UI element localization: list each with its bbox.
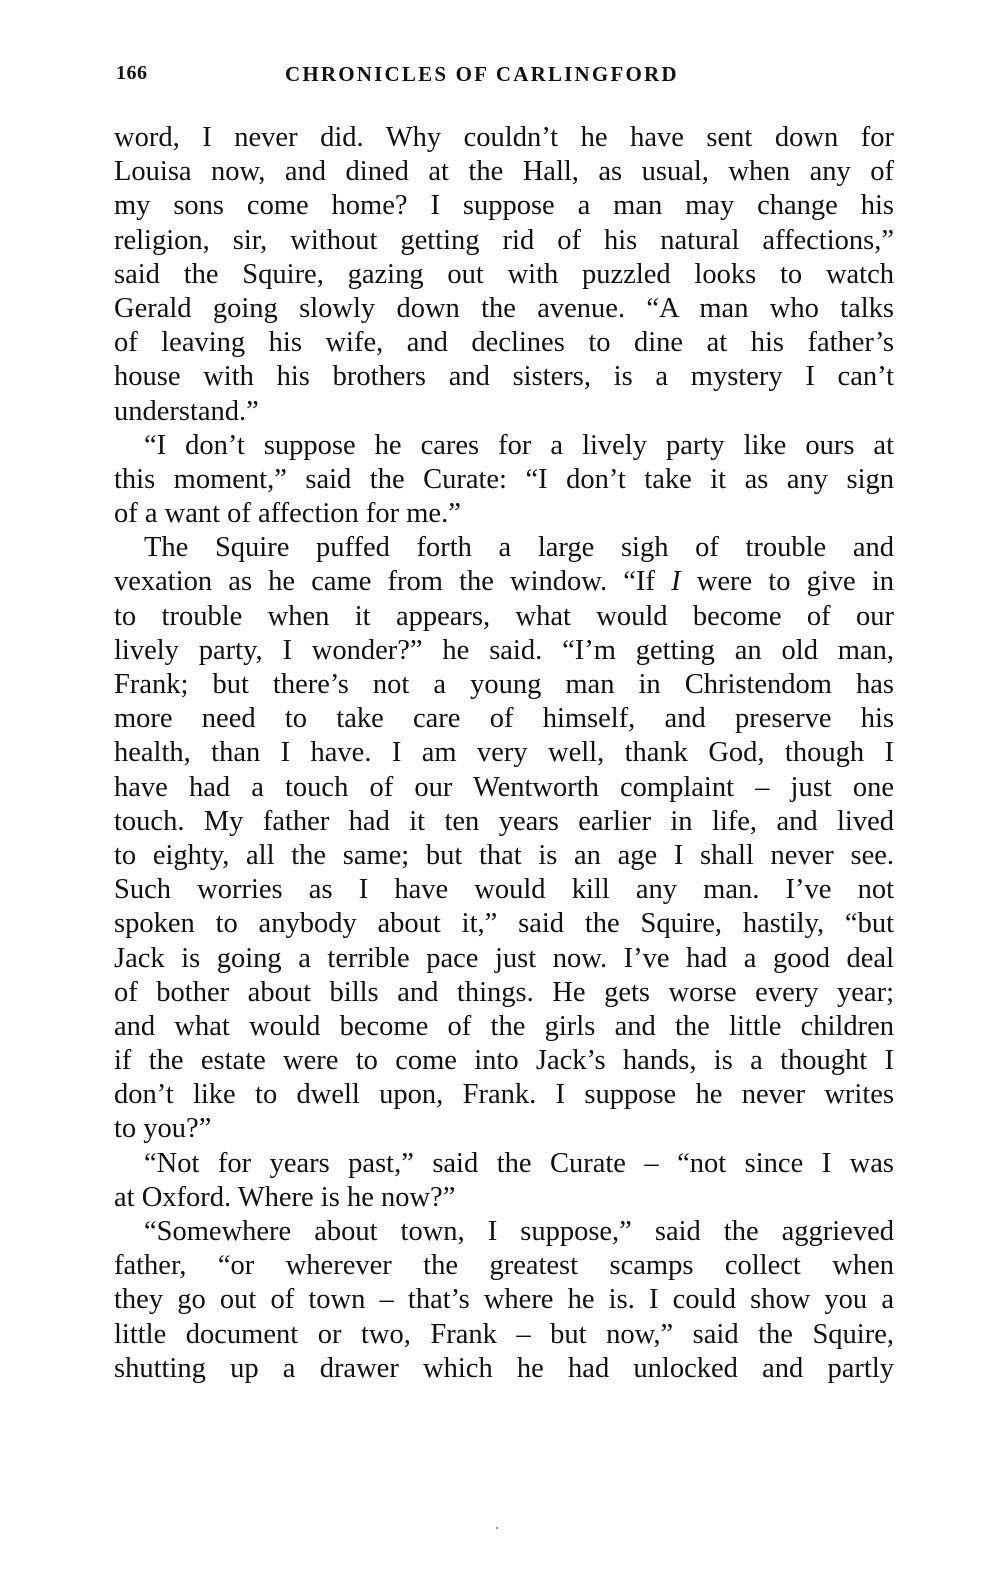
text-line: to eighty, all the same; but that is an age I shall never see. — [114, 839, 894, 871]
text-line: understand.” — [114, 395, 259, 427]
text-line: lively party, I wonder?” he said. “I’m getting an old man, — [114, 634, 894, 666]
text-line: vexation as he came from the window. “If I were to give in — [114, 566, 894, 598]
running-head — [116, 62, 894, 92]
text-line: The Squire puffed forth a large sigh of trouble and — [144, 532, 894, 564]
text-line: don’t like to dwell upon, Frank. I suppose he never writes — [114, 1079, 894, 1111]
text-line: little document or two, Frank – but now,” said the Squire, — [114, 1318, 894, 1350]
text-line: Frank; but there’s not a young man in Christendom has — [114, 669, 894, 700]
text-line: father, “or wherever the greatest scamps collect when — [114, 1250, 894, 1282]
text-line: “Somewhere about town, I suppose,” said the aggrieved — [144, 1216, 894, 1247]
text-line: house with his brothers and sisters, is a mystery I can’t — [114, 361, 894, 393]
text-line: they go out of town – that’s where he is. I could show you a — [114, 1284, 894, 1316]
text-line: Gerald going slowly down the avenue. “A man who talks — [114, 292, 894, 324]
text-line: word, I never did. Why couldn’t he have sent down for — [114, 122, 894, 153]
text-line: said the Squire, gazing out with puzzled looks to watch — [114, 258, 894, 290]
text-line: spoken to anybody about it,” said the Squire, hastily, “but — [114, 908, 894, 940]
running-title: CHRONICLES OF CARLINGFORD — [285, 62, 679, 86]
text-line: health, than I have. I am very well, thank God, though I — [114, 737, 894, 769]
text-line: to you?” — [114, 1113, 212, 1145]
text-line: touch. My father had it ten years earlier in life, and lived — [114, 805, 894, 837]
text-line: of leaving his wife, and declines to dine at his father’s — [114, 327, 894, 359]
page-number: 166 — [116, 62, 148, 84]
text-line: this moment,” said the Curate: “I don’t take it as any sign — [114, 463, 894, 495]
text-line: if the estate were to come into Jack’s hands, is a thought I — [114, 1045, 894, 1077]
text-line: “I don’t suppose he cares for a lively party like ours at — [144, 429, 894, 461]
text-line: shutting up a drawer which he had unlocked and partly — [114, 1352, 894, 1384]
body-text — [114, 121, 894, 1386]
text-line: “Not for years past,” said the Curate – “not since I was — [144, 1147, 894, 1179]
text-line: Jack is going a terrible pace just now. I’ve had a good deal — [114, 942, 894, 974]
text-line: of bother about bills and things. He gets worse every year; — [114, 976, 894, 1008]
text-line: Louisa now, and dined at the Hall, as usual, when any of — [114, 156, 894, 188]
text-line: and what would become of the girls and the little children — [114, 1010, 894, 1042]
page-speck — [496, 1527, 498, 1529]
text-line: have had a touch of our Wentworth complaint – just one — [114, 771, 894, 803]
text-line: more need to take care of himself, and preserve his — [114, 703, 894, 735]
text-line: of a want of affection for me.” — [114, 498, 461, 530]
text-line: religion, sir, without getting rid of his natural affections,” — [114, 224, 894, 256]
text-line: to trouble when it appears, what would become of our — [114, 600, 894, 632]
text-line: at Oxford. Where is he now?” — [114, 1181, 456, 1213]
text-line: Such worries as I have would kill any man. I’ve not — [114, 874, 894, 906]
text-line: my sons come home? I suppose a man may change his — [114, 190, 894, 222]
